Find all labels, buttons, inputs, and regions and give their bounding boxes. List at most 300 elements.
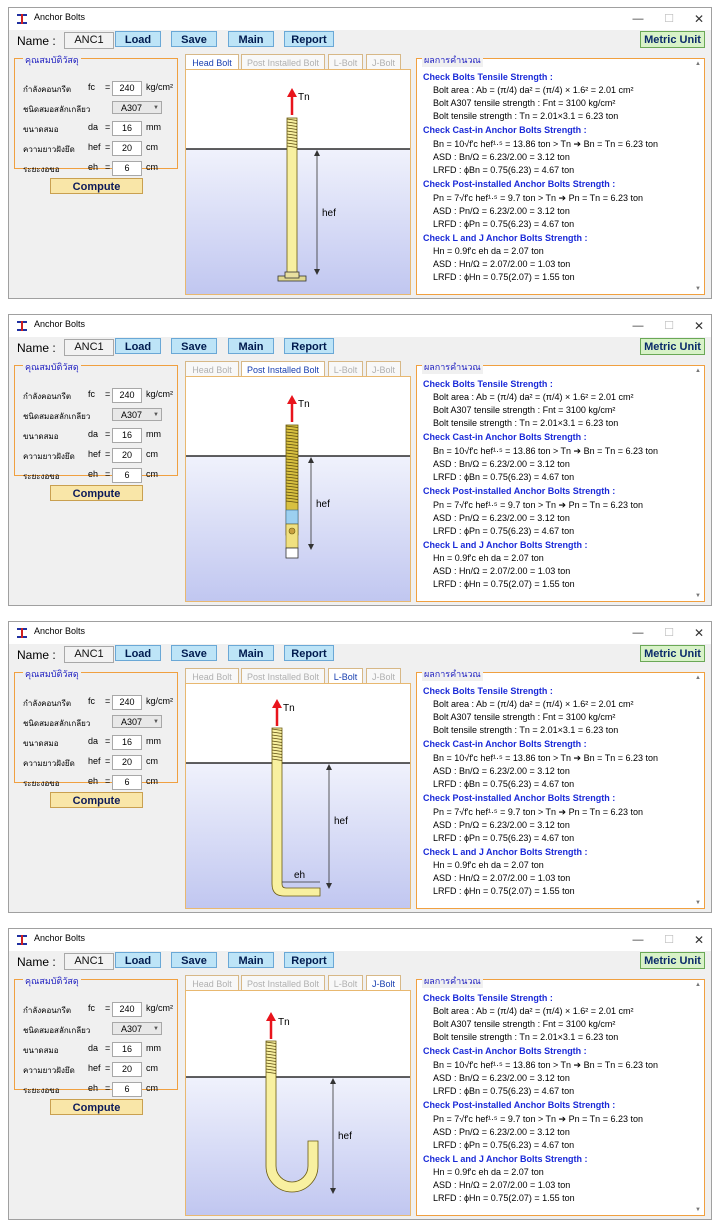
prop-label: ขนาดสมอ (23, 739, 59, 748)
result-heading: Check L and J Anchor Bolts Strength : (423, 233, 588, 243)
maximize-icon[interactable]: ☐ (664, 320, 674, 332)
result-line: LRFD : ϕHn = 0.75(2.07) = 1.55 ton (433, 272, 575, 282)
result-line: Bn = 10√f'c hef¹·⁵ = 13.86 ton > Tn ➔ Bn = Tn = 6.23 ton (433, 1060, 658, 1070)
main-button[interactable]: Main (228, 338, 274, 354)
result-heading: Check Bolts Tensile Strength : (423, 72, 553, 82)
prop-symbol-text: da (88, 1043, 99, 1053)
result-line: Pn = 7√f'c hef¹·⁵ = 9.7 ton > Tn ➔ Pn = Tn = 6.23 ton (433, 1114, 643, 1124)
prop-input[interactable]: 6 (112, 468, 142, 483)
name-label: Name : (17, 955, 56, 969)
chevron-down-icon: ▼ (153, 1026, 159, 1032)
result-line: Bolt area : Ab = (π/4) da² = (π/4) × 1.6² = 2.01 cm² (433, 392, 634, 402)
result-line: Bolt tensile strength : Tn = 2.01×3.1 = 6.23 ton (433, 1032, 619, 1042)
tab-post-installed-bolt[interactable]: Post Installed Bolt (241, 668, 325, 684)
result-line: Bolt area : Ab = (π/4) da² = (π/4) × 1.6² = 2.01 cm² (433, 85, 634, 95)
bolt-type-select[interactable] (112, 715, 162, 728)
result-line: LRFD : ϕBn = 0.75(6.23) = 4.67 ton (433, 1086, 575, 1096)
result-line: LRFD : ϕBn = 0.75(6.23) = 4.67 ton (433, 165, 575, 175)
prop-unit: cm (146, 1063, 158, 1073)
equals-sign: = (105, 389, 111, 399)
result-heading: Check Post-installed Anchor Bolts Strength : (423, 179, 616, 189)
prop-label: ระยะงอขอ (23, 779, 60, 788)
maximize-icon[interactable]: ☐ (664, 934, 674, 946)
equals-sign: = (105, 82, 111, 92)
name-input[interactable]: ANC1 (64, 339, 114, 356)
prop-symbol (88, 1043, 98, 1053)
prop-input[interactable]: 6 (112, 775, 142, 790)
prop-input[interactable]: 6 (112, 1082, 142, 1097)
result-line: Bolt tensile strength : Tn = 2.01×3.1 = 6.23 ton (433, 111, 619, 121)
tab-l-bolt[interactable]: L-Bolt (328, 668, 363, 685)
chevron-down-icon: ▼ (153, 719, 159, 725)
panel-title: คุณสมบัติวัสดุ (25, 55, 79, 65)
prop-symbol (88, 449, 101, 459)
result-line: Bolt tensile strength : Tn = 2.01×3.1 = 6.23 ton (433, 725, 619, 735)
result-line: Bolt area : Ab = (π/4) da² = (π/4) × 1.6² = 2.01 cm² (433, 1006, 634, 1016)
app-logo-icon (16, 934, 28, 946)
prop-label-bolt-type: ชนิดสมอสลักเกลียว (23, 105, 91, 114)
results-panel (416, 669, 705, 909)
prop-input[interactable]: 16 (112, 735, 142, 750)
tab-post-installed-bolt[interactable]: Post Installed Bolt (241, 975, 325, 991)
app-window (8, 7, 712, 299)
maximize-icon[interactable]: ☐ (664, 13, 674, 25)
prop-unit: mm (146, 736, 161, 746)
tab-head-bolt[interactable]: Head Bolt (185, 361, 239, 377)
result-heading: Check Cast-in Anchor Bolts Strength : (423, 432, 587, 442)
prop-symbol (88, 162, 98, 172)
equals-sign: = (105, 429, 111, 439)
scroll-down-icon[interactable]: ▼ (695, 1207, 701, 1213)
result-line: LRFD : ϕHn = 0.75(2.07) = 1.55 ton (433, 1193, 575, 1203)
scrollbar[interactable] (695, 61, 703, 292)
prop-input[interactable]: 240 (112, 388, 142, 403)
panel-title: คุณสมบัติวัสดุ (25, 976, 79, 986)
result-line: Hn = 0.9f'c eh da = 2.07 ton (433, 553, 544, 563)
prop-input[interactable]: 20 (112, 1062, 142, 1077)
results-panel (416, 362, 705, 602)
prop-input[interactable]: 240 (112, 695, 142, 710)
prop-input[interactable]: 240 (112, 81, 142, 96)
result-line: LRFD : ϕBn = 0.75(6.23) = 4.67 ton (433, 472, 575, 482)
prop-unit: kg/cm² (146, 1003, 173, 1013)
prop-label: ความยาวฝังยึด (23, 452, 75, 461)
prop-symbol (88, 696, 95, 706)
result-line: ASD : Pn/Ω = 6.23/2.00 = 3.12 ton (433, 1127, 570, 1137)
scroll-down-icon[interactable]: ▼ (695, 593, 701, 599)
prop-symbol-text: fc (88, 389, 96, 399)
concrete-region (186, 1077, 410, 1215)
save-button[interactable]: Save (171, 952, 217, 968)
result-heading: Check Bolts Tensile Strength : (423, 993, 553, 1003)
expansion-zone (286, 510, 298, 524)
prop-input[interactable]: 6 (112, 161, 142, 176)
result-heading: Check Cast-in Anchor Bolts Strength : (423, 125, 587, 135)
result-line: Bolt A307 tensile strength : Fnt = 3100 kg/cm² (433, 1019, 616, 1029)
arrow-head-icon (266, 1012, 276, 1021)
scroll-up-icon[interactable]: ▲ (695, 61, 701, 67)
save-button[interactable]: Save (171, 31, 217, 47)
prop-symbol (88, 1083, 98, 1093)
result-line: ASD : Hn/Ω = 2.07/2.00 = 1.03 ton (433, 1180, 571, 1190)
equals-sign: = (105, 142, 111, 152)
prop-symbol-text: eh (88, 776, 99, 786)
load-button[interactable]: Load (115, 338, 161, 354)
scroll-up-icon[interactable]: ▲ (695, 675, 701, 681)
hef-label: hef (316, 499, 330, 510)
title-bar (9, 8, 711, 30)
bolt-type-value: A307 (121, 103, 143, 113)
prop-input[interactable]: 20 (112, 141, 142, 156)
equals-sign: = (105, 1043, 111, 1053)
tab-l-bolt[interactable]: L-Bolt (328, 975, 363, 991)
scroll-up-icon[interactable]: ▲ (695, 368, 701, 374)
cone-zone (286, 524, 298, 548)
result-line: ASD : Hn/Ω = 2.07/2.00 = 1.03 ton (433, 259, 571, 269)
close-icon[interactable]: ✕ (693, 933, 705, 947)
prop-symbol (88, 429, 98, 439)
bolt-type-value: A307 (121, 410, 143, 420)
close-icon[interactable]: ✕ (693, 626, 705, 640)
maximize-icon[interactable]: ☐ (664, 627, 674, 639)
close-icon[interactable]: ✕ (693, 12, 705, 26)
result-heading: Check L and J Anchor Bolts Strength : (423, 1154, 588, 1164)
result-heading: Check Post-installed Anchor Bolts Strength : (423, 1100, 616, 1110)
tn-label: Tn (278, 1017, 290, 1028)
concrete-region (186, 763, 410, 908)
tab-j-bolt[interactable]: J-Bolt (366, 54, 401, 70)
result-line: ASD : Hn/Ω = 2.07/2.00 = 1.03 ton (433, 873, 571, 883)
prop-symbol-text: fc (88, 696, 96, 706)
prop-unit: kg/cm² (146, 82, 173, 92)
prop-symbol (88, 756, 101, 766)
compute-button[interactable]: Compute (50, 1099, 143, 1115)
prop-symbol (88, 1063, 101, 1073)
chevron-down-icon: ▼ (153, 105, 159, 111)
prop-unit: cm (146, 162, 158, 172)
result-line: Bolt area : Ab = (π/4) da² = (π/4) × 1.6² = 2.01 cm² (433, 699, 634, 709)
material-properties-panel (14, 362, 178, 481)
prop-symbol-text: eh (88, 162, 99, 172)
metric-unit-button[interactable]: Metric Unit (640, 645, 705, 662)
prop-symbol-text: eh (88, 469, 99, 479)
bolt-drawing (185, 990, 411, 1216)
report-button[interactable]: Report (284, 338, 334, 354)
bolt-type-value: A307 (121, 717, 143, 727)
metric-unit-button[interactable]: Metric Unit (640, 952, 705, 969)
equals-sign: = (105, 122, 111, 132)
tab-head-bolt[interactable]: Head Bolt (185, 975, 239, 991)
equals-sign: = (105, 469, 111, 479)
result-line: ASD : Bn/Ω = 6.23/2.00 = 3.12 ton (433, 1073, 570, 1083)
result-heading: Check Post-installed Anchor Bolts Strength : (423, 793, 616, 803)
bolt-type-select[interactable] (112, 101, 162, 114)
equals-sign: = (105, 162, 111, 172)
prop-symbol (88, 122, 98, 132)
tab-j-bolt[interactable]: J-Bolt (366, 668, 401, 684)
app-logo-icon (16, 320, 28, 332)
result-line: ASD : Pn/Ω = 6.23/2.00 = 3.12 ton (433, 206, 570, 216)
scrollbar[interactable] (695, 982, 703, 1213)
title-bar (9, 315, 711, 337)
equals-sign: = (105, 776, 111, 786)
result-line: Pn = 7√f'c hef¹·⁵ = 9.7 ton > Tn ➔ Pn = Tn = 6.23 ton (433, 193, 643, 203)
prop-symbol-text: hef (88, 142, 101, 152)
app-window (8, 621, 712, 913)
tab-l-bolt[interactable]: L-Bolt (328, 361, 363, 377)
prop-label: ขนาดสมอ (23, 125, 59, 134)
result-line: LRFD : ϕPn = 0.75(6.23) = 4.67 ton (433, 526, 575, 536)
title-bar (9, 929, 711, 951)
name-label: Name : (17, 34, 56, 48)
equals-sign: = (105, 696, 111, 706)
prop-symbol-text: da (88, 736, 99, 746)
results-title: ผลการคำนวณ (424, 55, 481, 65)
scroll-down-icon[interactable]: ▼ (695, 286, 701, 292)
name-label: Name : (17, 341, 56, 355)
result-line: LRFD : ϕPn = 0.75(6.23) = 4.67 ton (433, 833, 575, 843)
prop-label: ระยะงอขอ (23, 1086, 60, 1095)
result-line: ASD : Pn/Ω = 6.23/2.00 = 3.12 ton (433, 513, 570, 523)
load-button[interactable]: Load (115, 952, 161, 968)
minimize-icon[interactable]: — (632, 13, 644, 25)
prop-label: กำลังคอนกรีต (23, 392, 72, 401)
result-line: LRFD : ϕHn = 0.75(2.07) = 1.55 ton (433, 886, 575, 896)
arrow-head-icon (272, 699, 282, 708)
eh-label: eh (294, 870, 306, 881)
equals-sign: = (105, 1063, 111, 1073)
prop-unit: mm (146, 122, 161, 132)
result-line: ASD : Bn/Ω = 6.23/2.00 = 3.12 ton (433, 766, 570, 776)
result-line: ASD : Bn/Ω = 6.23/2.00 = 3.12 ton (433, 152, 570, 162)
chevron-down-icon: ▼ (153, 412, 159, 418)
bolt-type-select[interactable] (112, 1022, 162, 1035)
close-icon[interactable]: ✕ (693, 319, 705, 333)
tab-head-bolt[interactable]: Head Bolt (185, 668, 239, 684)
prop-symbol-text: hef (88, 449, 101, 459)
scrollbar[interactable] (695, 368, 703, 599)
result-line: LRFD : ϕPn = 0.75(6.23) = 4.67 ton (433, 219, 575, 229)
prop-symbol (88, 82, 95, 92)
name-input[interactable]: ANC1 (64, 953, 114, 970)
results-title: ผลการคำนวณ (424, 976, 481, 986)
app-window (8, 314, 712, 606)
result-line: LRFD : ϕPn = 0.75(6.23) = 4.67 ton (433, 1140, 575, 1150)
name-label: Name : (17, 648, 56, 662)
compute-button[interactable]: Compute (50, 485, 143, 501)
prop-label-bolt-type: ชนิดสมอสลักเกลียว (23, 1026, 91, 1035)
name-input[interactable]: ANC1 (64, 646, 114, 663)
prop-label: ความยาวฝังยึด (23, 145, 75, 154)
tab-post-installed-bolt[interactable]: Post Installed Bolt (241, 54, 325, 70)
load-button[interactable]: Load (115, 645, 161, 661)
result-heading: Check Post-installed Anchor Bolts Strength : (423, 486, 616, 496)
prop-symbol-text: hef (88, 1063, 101, 1073)
prop-unit: kg/cm² (146, 696, 173, 706)
prop-symbol (88, 776, 98, 786)
bolt-drawing (185, 69, 411, 295)
name-input[interactable]: ANC1 (64, 32, 114, 49)
result-line: Bolt A307 tensile strength : Fnt = 3100 kg/cm² (433, 405, 616, 415)
prop-unit: cm (146, 1083, 158, 1093)
prop-unit: cm (146, 776, 158, 786)
app-logo-icon (16, 627, 28, 639)
result-line: Bolt A307 tensile strength : Fnt = 3100 kg/cm² (433, 98, 616, 108)
result-line: Bn = 10√f'c hef¹·⁵ = 13.86 ton > Tn ➔ Bn = Tn = 6.23 ton (433, 139, 658, 149)
result-line: Bn = 10√f'c hef¹·⁵ = 13.86 ton > Tn ➔ Bn = Tn = 6.23 ton (433, 753, 658, 763)
bolt-shank (287, 118, 297, 276)
prop-symbol-text: fc (88, 1003, 96, 1013)
prop-unit: kg/cm² (146, 389, 173, 399)
hef-label: hef (334, 816, 348, 827)
prop-unit: mm (146, 1043, 161, 1053)
result-heading: Check Bolts Tensile Strength : (423, 379, 553, 389)
bolt-nut (285, 272, 299, 278)
material-properties-panel (14, 669, 178, 788)
tab-l-bolt[interactable]: L-Bolt (328, 54, 363, 70)
equals-sign: = (105, 449, 111, 459)
prop-input[interactable]: 20 (112, 448, 142, 463)
report-button[interactable]: Report (284, 31, 334, 47)
compute-button[interactable]: Compute (50, 792, 143, 808)
tab-j-bolt[interactable]: J-Bolt (366, 361, 401, 377)
prop-label: ความยาวฝังยึด (23, 759, 75, 768)
prop-unit: cm (146, 469, 158, 479)
result-line: LRFD : ϕHn = 0.75(2.07) = 1.55 ton (433, 579, 575, 589)
panel-title: คุณสมบัติวัสดุ (25, 362, 79, 372)
app-window (8, 928, 712, 1220)
prop-label: ขนาดสมอ (23, 432, 59, 441)
prop-label: ความยาวฝังยึด (23, 1066, 75, 1075)
prop-label: กำลังคอนกรีต (23, 85, 72, 94)
prop-symbol (88, 389, 95, 399)
report-button[interactable]: Report (284, 952, 334, 968)
result-heading: Check L and J Anchor Bolts Strength : (423, 847, 588, 857)
metric-unit-button[interactable]: Metric Unit (640, 31, 705, 48)
tab-head-bolt[interactable]: Head Bolt (185, 54, 239, 71)
save-button[interactable]: Save (171, 645, 217, 661)
bolt-drawing (185, 683, 411, 909)
prop-label: กำลังคอนกรีต (23, 699, 72, 708)
main-button[interactable]: Main (228, 31, 274, 47)
prop-input[interactable]: 16 (112, 121, 142, 136)
prop-symbol (88, 142, 101, 152)
title-bar (9, 622, 711, 644)
main-button[interactable]: Main (228, 952, 274, 968)
anchor-tip (286, 548, 298, 558)
tn-label: Tn (283, 703, 295, 714)
prop-symbol-text: da (88, 122, 99, 132)
prop-label: ระยะงอขอ (23, 165, 60, 174)
prop-label-bolt-type: ชนิดสมอสลักเกลียว (23, 412, 91, 421)
window-title: Anchor Bolts (34, 12, 86, 22)
result-line: Bolt A307 tensile strength : Fnt = 3100 kg/cm² (433, 712, 616, 722)
hef-label: hef (338, 1131, 352, 1142)
result-line: ASD : Bn/Ω = 6.23/2.00 = 3.12 ton (433, 459, 570, 469)
prop-symbol-text: hef (88, 756, 101, 766)
prop-input[interactable]: 240 (112, 1002, 142, 1017)
equals-sign: = (105, 1083, 111, 1093)
equals-sign: = (105, 736, 111, 746)
bolt-type-select[interactable] (112, 408, 162, 421)
minimize-icon[interactable]: — (632, 934, 644, 946)
bolt-drawing (185, 376, 411, 602)
minimize-icon[interactable]: — (632, 320, 644, 332)
main-button[interactable]: Main (228, 645, 274, 661)
arrow-head-icon (287, 395, 297, 404)
result-heading: Check Bolts Tensile Strength : (423, 686, 553, 696)
prop-label: ระยะงอขอ (23, 472, 60, 481)
prop-input[interactable]: 16 (112, 1042, 142, 1057)
arrow-head-icon (287, 88, 297, 97)
save-button[interactable]: Save (171, 338, 217, 354)
bolt-type-value: A307 (121, 1024, 143, 1034)
result-line: Pn = 7√f'c hef¹·⁵ = 9.7 ton > Tn ➔ Pn = Tn = 6.23 ton (433, 500, 643, 510)
result-line: Pn = 7√f'c hef¹·⁵ = 9.7 ton > Tn ➔ Pn = Tn = 6.23 ton (433, 807, 643, 817)
result-line: Bn = 10√f'c hef¹·⁵ = 13.86 ton > Tn ➔ Bn = Tn = 6.23 ton (433, 446, 658, 456)
prop-unit: cm (146, 142, 158, 152)
result-line: ASD : Hn/Ω = 2.07/2.00 = 1.03 ton (433, 566, 571, 576)
results-title: ผลการคำนวณ (424, 362, 481, 372)
hef-label: hef (322, 208, 336, 219)
tn-label: Tn (298, 399, 310, 410)
scroll-down-icon[interactable]: ▼ (695, 900, 701, 906)
prop-label: กำลังคอนกรีต (23, 1006, 72, 1015)
prop-symbol (88, 736, 98, 746)
tab-post-installed-bolt[interactable]: Post Installed Bolt (241, 361, 325, 378)
compute-button[interactable]: Compute (50, 178, 143, 194)
report-button[interactable]: Report (284, 645, 334, 661)
result-heading: Check L and J Anchor Bolts Strength : (423, 540, 588, 550)
prop-unit: cm (146, 449, 158, 459)
prop-unit: cm (146, 756, 158, 766)
prop-symbol (88, 469, 98, 479)
prop-input[interactable]: 16 (112, 428, 142, 443)
result-line: Hn = 0.9f'c eh da = 2.07 ton (433, 860, 544, 870)
metric-unit-button[interactable]: Metric Unit (640, 338, 705, 355)
material-properties-panel (14, 976, 178, 1095)
result-line: LRFD : ϕBn = 0.75(6.23) = 4.67 ton (433, 779, 575, 789)
prop-symbol (88, 1003, 95, 1013)
panel-title: คุณสมบัติวัสดุ (25, 669, 79, 679)
prop-symbol-text: da (88, 429, 99, 439)
window-title: Anchor Bolts (34, 319, 86, 329)
result-line: Hn = 0.9f'c eh da = 2.07 ton (433, 246, 544, 256)
prop-unit: mm (146, 429, 161, 439)
tn-label: Tn (298, 92, 310, 103)
scrollbar[interactable] (695, 675, 703, 906)
window-title: Anchor Bolts (34, 933, 86, 943)
prop-label: ขนาดสมอ (23, 1046, 59, 1055)
result-heading: Check Cast-in Anchor Bolts Strength : (423, 739, 587, 749)
results-panel (416, 976, 705, 1216)
prop-symbol-text: fc (88, 82, 96, 92)
window-title: Anchor Bolts (34, 626, 86, 636)
equals-sign: = (105, 756, 111, 766)
equals-sign: = (105, 1003, 111, 1013)
minimize-icon[interactable]: — (632, 627, 644, 639)
scroll-up-icon[interactable]: ▲ (695, 982, 701, 988)
prop-symbol-text: eh (88, 1083, 99, 1093)
tab-j-bolt[interactable]: J-Bolt (366, 975, 401, 992)
results-panel (416, 55, 705, 295)
app-logo-icon (16, 13, 28, 25)
results-title: ผลการคำนวณ (424, 669, 481, 679)
load-button[interactable]: Load (115, 31, 161, 47)
prop-input[interactable]: 20 (112, 755, 142, 770)
result-line: Bolt tensile strength : Tn = 2.01×3.1 = 6.23 ton (433, 418, 619, 428)
prop-label-bolt-type: ชนิดสมอสลักเกลียว (23, 719, 91, 728)
